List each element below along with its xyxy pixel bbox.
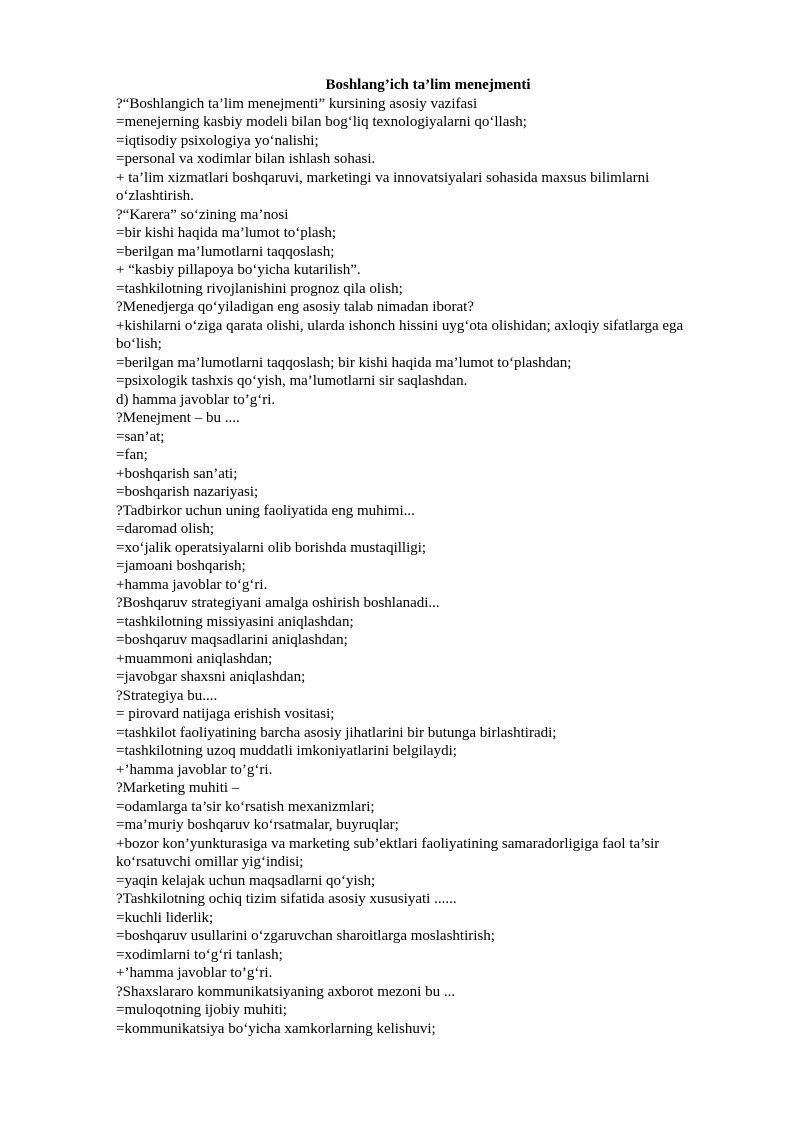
text-line: ?Marketing muhiti –: [116, 780, 240, 796]
text-line: =xo‘jalik operatsiyalarni olib borishda mustaqilligi;: [116, 539, 427, 556]
text-line: =bir kishi haqida ma’lumot to‘plash;: [116, 225, 337, 241]
text-line: =jamoani boshqarish;: [116, 558, 246, 574]
document-title: Boshlang’ich ta’lim menejmenti: [325, 77, 531, 93]
text-line: =tashkilotning missiyasini aniqlashdan;: [116, 613, 354, 630]
text-line: =san’at;: [116, 428, 165, 445]
text-line: +’hamma javoblar to’g‘ri.: [116, 761, 273, 778]
text-line: =boshqaruv usullarini o‘zgaruvchan sharoitlarga moslashtirish;: [116, 928, 495, 944]
text-line: =menejerning kasbiy modeli bilan bog‘liq texnologiyalarni qo‘llash;: [116, 114, 527, 130]
text-line: =berilgan ma’lumotlarni taqqoslash; bir kishi haqida ma’lumot to‘plashdan;: [116, 354, 572, 371]
text-line: =xodimlarni to‘g‘ri tanlash;: [116, 946, 283, 963]
text-line: =tashkilot faoliyatining barcha asosiy jihatlarini bir butunga birlashtiradi;: [116, 724, 557, 741]
text-line: ?Boshqaruv strategiyani amalga oshirish boshlanadi...: [116, 595, 440, 611]
text-line: ?Strategiya bu....: [116, 687, 218, 704]
text-line: =iqtisodiy psixologiya yo‘nalishi;: [116, 132, 319, 149]
text-line: bo‘lish;: [116, 336, 162, 352]
text-line: +’hamma javoblar to’g‘ri.: [116, 965, 273, 981]
text-line: ?Tadbirkor uchun uning faoliyatida eng muhimi...: [116, 502, 415, 519]
text-line: =javobgar shaxsni aniqlashdan;: [116, 669, 306, 685]
text-line: d) hamma javoblar to’g‘ri.: [116, 391, 276, 408]
text-line: = pirovard natijaga erishish vositasi;: [116, 706, 335, 722]
text-line: +muammoni aniqlashdan;: [116, 650, 273, 667]
text-line: =psixologik tashxis qo‘yish, ma’lumotlarni sir saqlashdan.: [116, 373, 468, 389]
text-line: ?Tashkilotning ochiq tizim sifatida asosiy xususiyati ......: [116, 891, 457, 907]
text-line: =odamlarga ta’sir ko‘rsatish mexanizmlari;: [116, 798, 375, 815]
text-line: ?Menejment – bu ....: [116, 410, 240, 426]
text-line: ?Menedjerga qo‘yiladigan eng asosiy talab nimadan iborat?: [116, 299, 474, 315]
text-line: +boshqarish san’ati;: [116, 465, 238, 482]
text-line: =kuchli liderlik;: [116, 909, 214, 926]
text-line: =personal va xodimlar bilan ishlash sohasi.: [116, 151, 376, 167]
text-line: =muloqotning ijobiy muhiti;: [116, 1002, 287, 1018]
text-line: +bozor kon’yunkturasiga va marketing sub’ektlari faoliyatining samaradorligiga faol ta’sir: [116, 835, 660, 852]
text-line: =tashkilotning uzoq muddatli imkoniyatlarini belgilaydi;: [116, 743, 457, 759]
text-line: =berilgan ma’lumotlarni taqqoslash;: [116, 243, 335, 260]
text-line: =boshqarish nazariyasi;: [116, 484, 259, 500]
text-line: =tashkilotning rivojlanishini prognoz qila olish;: [116, 280, 403, 297]
text-line: o‘zlashtirish.: [116, 188, 194, 204]
text-line: ?“Boshlangich ta’lim menejmenti” kursining asosiy vazifasi: [116, 95, 478, 112]
text-line: + “kasbiy pillapoya bo‘yicha kutarilish”.: [116, 262, 361, 278]
text-line: ko‘rsatuvchi omillar yig‘indisi;: [116, 854, 304, 870]
text-line: =daromad olish;: [116, 521, 215, 537]
text-line: =boshqaruv maqsadlarini aniqlashdan;: [116, 632, 348, 648]
text-line: +hamma javoblar to‘g‘ri.: [116, 576, 268, 593]
text-line: =kommunikatsiya bo‘yicha xamkorlarning kelishuvi;: [116, 1020, 436, 1037]
text-line: ?Shaxslararo kommunikatsiyaning axborot mezoni bu ...: [116, 983, 456, 1000]
text-line: =yaqin kelajak uchun maqsadlarni qo‘yish;: [116, 872, 376, 889]
text-line: + ta’lim xizmatlari boshqaruvi, marketingi va innovatsiyalari sohasida maxsus bilimlarni: [116, 169, 650, 186]
text-line: =ma’muriy boshqaruv ko‘rsatmalar, buyruqlar;: [116, 817, 399, 833]
text-line: ?“Karera” so‘zining ma’nosi: [116, 206, 289, 223]
text-line: =fan;: [116, 447, 148, 463]
document-body: [116, 95, 736, 1039]
text-line: +kishilarni o‘ziga qarata olishi, ularda ishonch hissini uyg‘ota olishidan; axloqiy sifatlarga ega: [116, 317, 684, 334]
